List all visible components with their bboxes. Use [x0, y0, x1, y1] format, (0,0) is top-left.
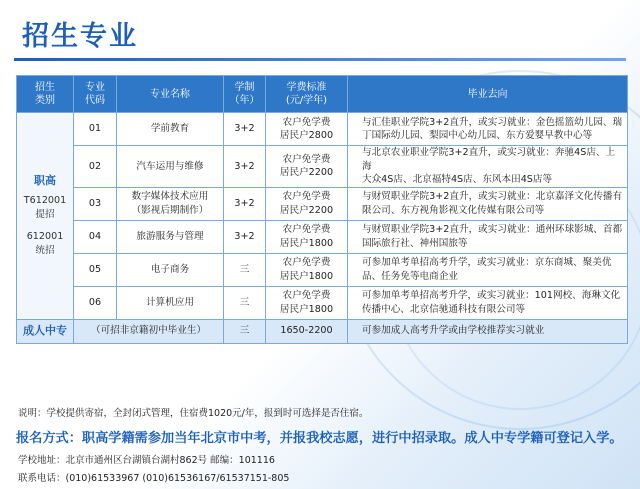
- table-row: [17, 113, 628, 146]
- cell-fee: 农户免学费 居民户1800: [266, 253, 348, 286]
- cell-code: 02: [74, 146, 117, 188]
- cell-code: 01: [74, 113, 117, 146]
- contact-phone: 联系电话：(010)61533967 (010)61536167/61537151-805: [18, 473, 290, 484]
- enrollment-method: 报名方式：职高学籍需参加当年北京市中考，并报我校志愿，进行中招录取。成人中专学籍可登记入学。: [16, 431, 623, 446]
- cell-adult-duration: 三: [224, 319, 266, 343]
- cell-fee: 农户免学费 居民户1800: [266, 286, 348, 319]
- cell-major: 数字媒体技术应用 （影视后期制作）: [117, 187, 224, 220]
- category-vocational: 职高 T612001 提招 612001 统招: [17, 113, 74, 320]
- cell-destination: 与财贸职业学院3+2直升，或实习就业：通州环球影城、首都 国际旅行社、神州国旅等: [348, 220, 628, 253]
- cell-destination: 与北京农业职业学院3+2直升，或实习就业：奔驰4S店、上海 大众4S店、北京福特4S店、东风本田4S店等: [348, 146, 628, 188]
- table-row: [17, 253, 628, 286]
- cell-major: 学前教育: [117, 113, 224, 146]
- table-row: [17, 146, 628, 188]
- cell-major: 计算机应用: [117, 286, 224, 319]
- cell-duration: 3+2: [224, 187, 266, 220]
- cell-fee: 农户免学费 居民户2200: [266, 146, 348, 188]
- table-header-row: [17, 76, 628, 113]
- header-category: 招生 类别: [17, 76, 74, 113]
- cell-duration: 三: [224, 253, 266, 286]
- category-vocational-label: 职高: [34, 174, 56, 187]
- cell-code: 05: [74, 253, 117, 286]
- cell-fee: 农户免学费 居民户2800: [266, 113, 348, 146]
- cell-adult-destination: 可参加成人高考升学或由学校推荐实习就业: [348, 319, 628, 343]
- cell-duration: 3+2: [224, 146, 266, 188]
- cell-code: 06: [74, 286, 117, 319]
- cell-duration: 3+2: [224, 113, 266, 146]
- school-address: 学校地址：北京市通州区台湖镇台湖村862号 邮编：101116: [18, 455, 275, 466]
- header-major: 专业名称: [117, 76, 224, 113]
- cell-major: 电子商务: [117, 253, 224, 286]
- header-destination: 毕业去向: [348, 76, 628, 113]
- table-row: [17, 286, 628, 319]
- cell-major: 旅游服务与管理: [117, 220, 224, 253]
- cell-fee: 农户免学费 居民户2200: [266, 187, 348, 220]
- category-adult: 成人中专: [17, 319, 74, 343]
- header-code: 专业 代码: [74, 76, 117, 113]
- cell-destination: 可参加单考单招高考升学，或实习就业：101网校、海琳文化 传播中心、北京信驰通科技有限公司等: [348, 286, 628, 319]
- cell-adult-major: （可招非京籍初中毕业生）: [74, 319, 224, 343]
- enrollment-table: [16, 75, 628, 344]
- cell-destination: 与汇佳职业学院3+2直升，或实习就业：金色摇篮幼儿园、瑞 丁国际幼儿园、梨园中心幼儿园、东方爱婴早教中心等: [348, 113, 628, 146]
- table-row: [17, 220, 628, 253]
- cell-destination: 与财贸职业学院3+2直升，或实习就业：北京嘉泽文化传播有 限公司、东方视角影视文化传媒有限公司等: [348, 187, 628, 220]
- page-title: 招生专业: [22, 21, 138, 52]
- table-row-adult: [17, 319, 628, 343]
- cell-duration: 3+2: [224, 220, 266, 253]
- cell-code: 03: [74, 187, 117, 220]
- note-text: 说明：学校提供寄宿，全封闭式管理，住宿费1020元/年，报到时可选择是否住宿。: [18, 408, 369, 419]
- title-underline: [14, 58, 626, 61]
- header-fee: 学费标准 (元/学年): [266, 76, 348, 113]
- cell-duration: 三: [224, 286, 266, 319]
- cell-adult-fee: 1650-2200: [266, 319, 348, 343]
- cell-fee: 农户免学费 居民户1800: [266, 220, 348, 253]
- header-duration: 学制 （年）: [224, 76, 266, 113]
- cell-code: 04: [74, 220, 117, 253]
- cell-destination: 可参加单考单招高考升学，或实习就业：京东商城、聚美优 品、任务免等电商企业: [348, 253, 628, 286]
- table-row: [17, 187, 628, 220]
- cell-major: 汽车运用与维修: [117, 146, 224, 188]
